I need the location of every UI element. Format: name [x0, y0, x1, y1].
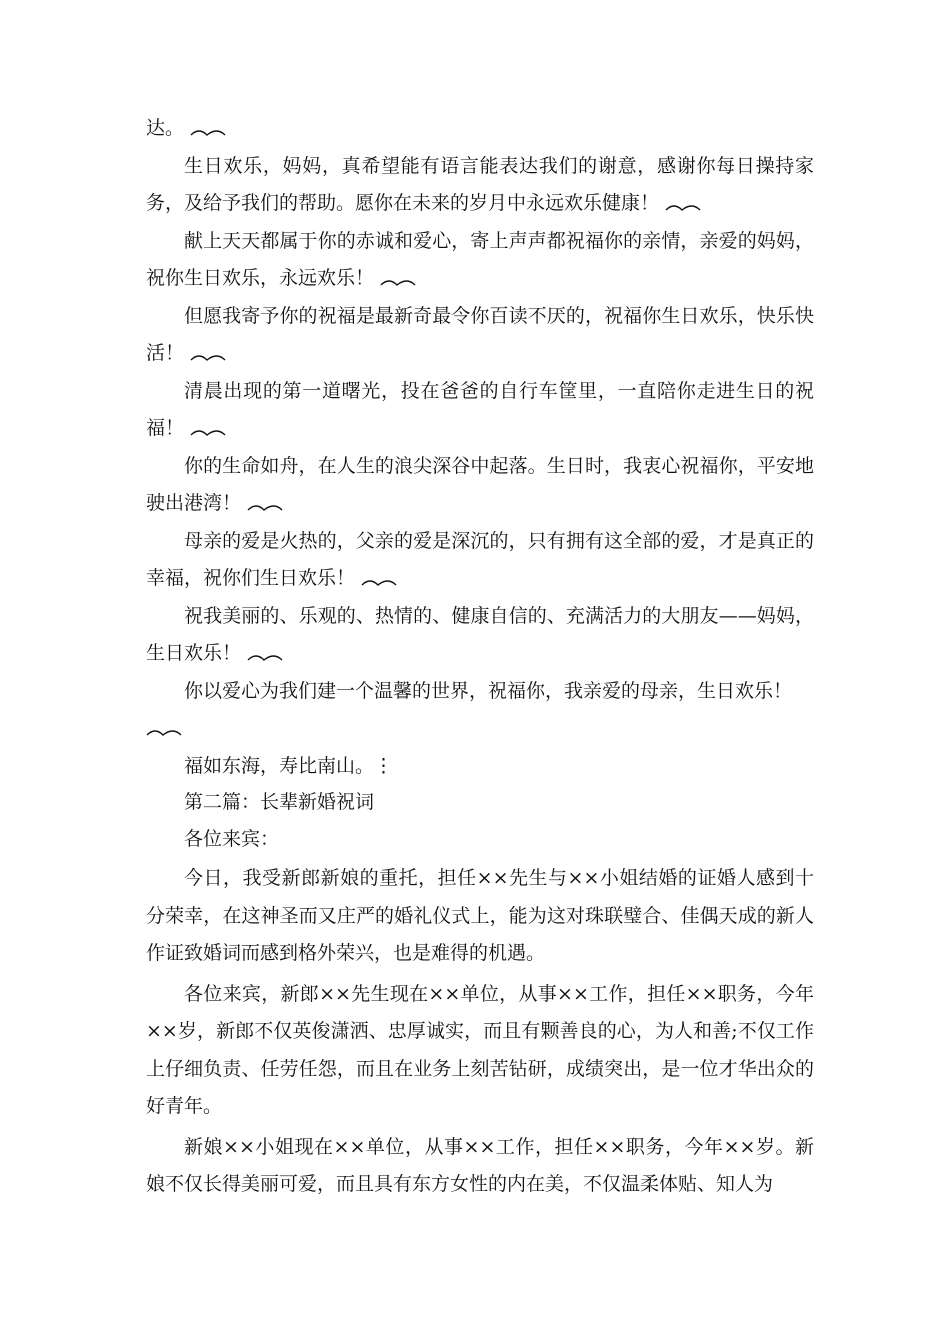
wave-mark-icon — [146, 728, 182, 736]
paragraph-14: 新娘××小姐现在××单位，从事××工作，担任××职务，今年××岁。新娘不仅长得美丽可爱，而且具有东方女性的内在美，不仅温柔体贴、知人为 — [146, 1135, 814, 1195]
paragraph-0: 达。 — [146, 110, 814, 148]
section-heading: 第二篇：长辈新婚祝词 — [184, 791, 375, 813]
wave-mark-icon — [190, 353, 226, 361]
paragraph-7: 祝我美丽的、乐观的、热情的、健康自信的、充满活力的大朋友——妈妈，生日欢乐！ — [146, 604, 814, 664]
paragraph-4: 清晨出现的第一道曙光，投在爸爸的自行车筐里，一直陪你走进生日的祝福！ — [146, 379, 814, 439]
wave-mark-icon — [247, 653, 283, 661]
wave-mark-icon — [665, 203, 701, 211]
wave-mark-icon — [380, 278, 416, 286]
paragraph-8: 你以爱心为我们建一个温馨的世界，祝福你，我亲爱的母亲，生日欢乐！ — [146, 673, 814, 748]
paragraph-6: 母亲的爱是火热的，父亲的爱是深沉的，只有拥有这全部的爱，才是真正的幸福，祝你们生日欢乐！ — [146, 529, 814, 589]
paragraph-2: 献上天天都属于你的赤诚和爱心，寄上声声都祝福你的亲情，亲爱的妈妈，祝你生日欢乐，永远欢乐！ — [146, 229, 814, 289]
wave-mark-icon — [247, 503, 283, 511]
salutation: 各位来宾： — [184, 827, 280, 850]
paragraph-3: 但愿我寄予你的祝福是最新奇最令你百读不厌的，祝福你生日欢乐，快乐快活！ — [146, 304, 814, 364]
paragraph-12: 今日，我受新郎新娘的重托，担任××先生与××小姐结婚的证婚人感到十分荣幸，在这神圣而又庄严的婚礼仪式上，能为这对珠联璧合、佳偶天成的新人作证致婚词而感到格外荣兴，也是难得的机遇。 — [146, 867, 814, 964]
wave-mark-icon — [190, 128, 226, 136]
paragraph-13: 各位来宾，新郎××先生现在××单位，从事××工作，担任××职务，今年××岁，新郎不仅英俊潇洒、忠厚诚实，而且有颗善良的心，为人和善;不仅工作上仔细负责、任劳任怨，而且在业务上刻苦钻研，成绩突出，是一位才华出众的好青年。 — [146, 982, 814, 1117]
wave-mark-icon — [361, 578, 397, 586]
document-page — [146, 110, 814, 1204]
paragraph-5: 你的生命如舟，在人生的浪尖深谷中起落。生日时，我衷心祝福你，平安地驶出港湾！ — [146, 454, 814, 514]
wave-mark-icon — [190, 428, 226, 436]
paragraph-1: 生日欢乐，妈妈，真希望能有语言能表达我们的谢意，感谢你每日操持家务，及给予我们的帮助。愿你在未来的岁月中永远欢乐健康！ — [146, 154, 814, 214]
paragraph-9: 福如东海，寿比南山。⋮ — [184, 754, 394, 777]
